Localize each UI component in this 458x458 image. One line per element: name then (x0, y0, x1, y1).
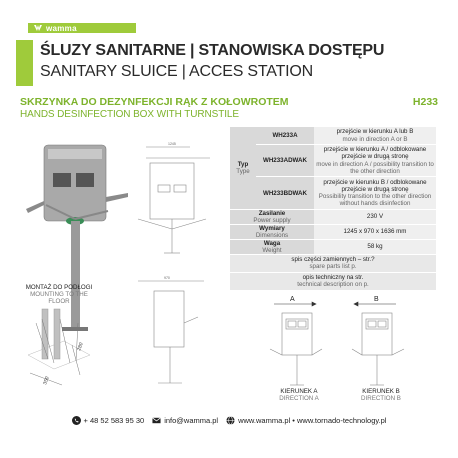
parts-note-pl: spis części zamiennych – str.? (291, 256, 375, 263)
parts-note-en: spare parts list p. (309, 263, 357, 271)
dims-label (230, 225, 314, 239)
front-dim-label: 1245 (168, 142, 176, 146)
page-title-en: SANITARY SLUICE | ACCES STATION (40, 63, 313, 80)
spec-parts-row (230, 255, 436, 273)
spec-table (230, 127, 436, 291)
arrow-b-label: B (374, 296, 379, 303)
variant-desc-pl: przejście w kierunku B / odblokowane przejście w drugą stronę (323, 178, 427, 193)
web-item (226, 416, 386, 425)
title-block (16, 40, 448, 86)
variant-row (256, 177, 436, 209)
product-name-pl: SKRZYNKA DO DEZYNFEKCJI RĄK Z KOŁOWROTEM (20, 96, 289, 108)
variant-desc-en: move in direction A or B (342, 135, 408, 143)
spec-type-row (230, 127, 436, 210)
variant-code: WH233A (256, 127, 314, 144)
variant-code: WH233ADWAK (256, 145, 314, 176)
direction-b-caption-en: DIRECTION B (361, 395, 401, 402)
variant-desc-en: move in direction A / possibility transition to the other direction (316, 160, 434, 175)
variant-row (256, 127, 436, 145)
supply-value: 230 V (314, 210, 436, 224)
phone-icon (72, 416, 81, 425)
direction-b-caption-pl: KIERUNEK B (362, 388, 400, 395)
spec-tech-row (230, 273, 436, 291)
variant-row (256, 145, 436, 177)
side-view-drawing (138, 281, 204, 383)
type-label (230, 127, 256, 209)
tech-note-en: technical description on p. (297, 281, 369, 289)
supply-label (230, 210, 314, 224)
spec-dims-row (230, 225, 436, 240)
contact-footer (0, 410, 458, 430)
weight-value: 58 kg (314, 240, 436, 254)
supply-label-en: Power supply (253, 217, 291, 224)
weight-label-en: Weight (262, 247, 282, 254)
variant-code: WH233BDWAK (256, 177, 314, 209)
type-label-en: Type (236, 168, 250, 175)
logo-mark-icon (34, 24, 42, 32)
logo-text: wamma (46, 23, 77, 33)
globe-icon (226, 416, 235, 425)
product-code: H233 (412, 96, 438, 108)
phone-text[interactable]: + 48 52 583 95 30 (83, 415, 145, 425)
title-accent-bar (16, 40, 33, 86)
weight-label (230, 240, 314, 254)
direction-a-drawing (270, 302, 322, 385)
front-view-drawing (138, 147, 210, 253)
variant-desc-pl: przejście w kierunku A lub B (336, 128, 414, 136)
direction-b-caption (354, 388, 408, 402)
spec-supply-row (230, 210, 436, 225)
variant-desc (314, 127, 436, 144)
dim-350: 350 (42, 375, 51, 386)
page-title-pl: ŚLUZY SANITARNE | STANOWISKA DOSTĘPU (40, 42, 385, 59)
variants-list (256, 127, 436, 209)
weight-label-pl: Waga (263, 240, 281, 247)
direction-a-caption (272, 388, 326, 402)
side-dim-label: 970 (164, 276, 170, 280)
variant-desc-pl: przejście w kierunku A / odblokowane przejście w drugą stronę (323, 146, 427, 161)
supply-label-pl: Zasilanie (258, 210, 286, 217)
variant-desc (314, 177, 436, 209)
web-link[interactable]: www.wamma.pl • www.tornado-technology.pl (238, 415, 387, 425)
direction-b-drawing (352, 302, 404, 385)
variant-desc-en: Possibility transition to the other direction without hands disinfection (318, 193, 432, 208)
arrow-a-label: A (290, 296, 295, 303)
dims-label-pl: Wymiary (259, 225, 285, 232)
dims-value: 1245 x 970 x 1636 mm (314, 225, 436, 239)
phone-item (72, 416, 145, 425)
tech-note-pl: opis techniczny na str. (302, 273, 364, 281)
direction-a-caption-en: DIRECTION A (279, 395, 319, 402)
mount-caption (22, 284, 96, 305)
direction-a-caption-pl: KIERUNEK A (280, 388, 318, 395)
spec-weight-row (230, 240, 436, 255)
type-label-pl: Typ (237, 161, 249, 168)
email-icon (152, 416, 161, 425)
variant-desc (314, 145, 436, 176)
parts-note (230, 255, 436, 272)
email-item (152, 416, 218, 425)
email-link[interactable]: info@wamma.pl (164, 415, 219, 425)
product-name-en: HANDS DESINFECTION BOX WITH TURNSTILE (20, 109, 239, 120)
tech-note (230, 273, 436, 290)
mount-caption-pl: MONTAŻ DO PODŁOGI (25, 284, 93, 291)
dim-280: 280 (76, 341, 85, 352)
brand-logo (28, 23, 136, 33)
mount-caption-en: MOUNTING TO THE FLOOR (30, 291, 88, 305)
dims-label-en: Dimensions (255, 232, 289, 239)
